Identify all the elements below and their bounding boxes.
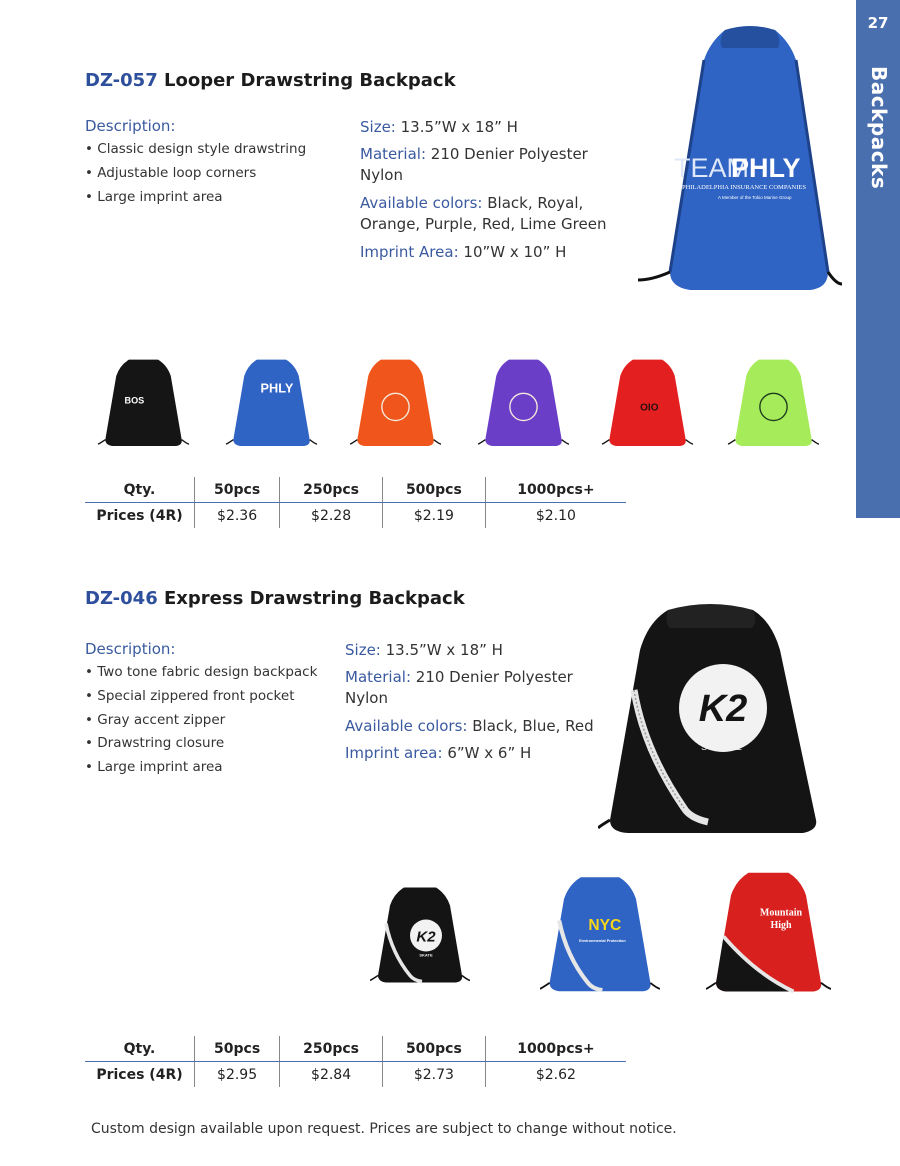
nyc-logo: NYC: [588, 917, 622, 935]
description-item: • Large imprint area: [85, 759, 317, 783]
spec-value: 210 Denier Polyester: [415, 668, 573, 686]
price-cell: $2.10: [485, 503, 626, 529]
qty-cell: 50pcs: [195, 477, 280, 503]
qty-cell: 250pcs: [280, 1036, 383, 1062]
price-label: Prices (4R): [96, 507, 183, 524]
price-label: Prices (4R): [96, 1066, 183, 1083]
k2-logo: K2: [416, 928, 436, 946]
k2-sub: SKATE: [701, 742, 745, 752]
description-heading: Description:: [85, 117, 176, 135]
thumbnail-black: [96, 356, 191, 456]
qty-cell: 1000pcs+: [485, 1036, 626, 1062]
spec-colors: [360, 193, 606, 235]
description-item: • Drawstring closure: [85, 735, 317, 759]
thumbnail-royal: [224, 356, 319, 456]
qty-cell: 50pcs: [195, 1036, 280, 1062]
spec-label: Imprint Area:: [360, 243, 459, 261]
spec-label: Material:: [345, 668, 411, 686]
spec-size: [360, 117, 518, 138]
product-name: Express Drawstring Backpack: [164, 588, 465, 609]
description-heading: Description:: [85, 640, 176, 658]
description-list: [85, 141, 306, 212]
thumbnail-red: [706, 864, 831, 1009]
brand-subtext: PHILADELPHIA INSURANCE COMPANIES: [682, 184, 806, 191]
description-item: • Large imprint area: [85, 189, 306, 213]
product-title-dz057: [85, 70, 456, 91]
spec-value: 10”W x 10” H: [463, 243, 567, 261]
footer-note: Custom design available upon request. Prices are subject to change without notice.: [91, 1121, 677, 1137]
spec-imprint: [345, 743, 531, 764]
qty-cell: 1000pcs+: [485, 477, 626, 503]
bag-body: [485, 360, 561, 446]
price-cell: $2.62: [485, 1062, 626, 1088]
product-main-image: [598, 600, 823, 845]
description-item: • Gray accent zipper: [85, 712, 317, 736]
spec-label: Available colors:: [360, 194, 483, 212]
qty-label: Qty.: [85, 1036, 195, 1062]
section-tab: [856, 0, 900, 518]
spec-value: 6”W x 6” H: [447, 744, 532, 762]
section-tab-label: Backpacks: [867, 66, 891, 190]
spec-value: 13.5”W x 18” H: [400, 118, 518, 136]
spec-value: Nylon: [360, 166, 403, 184]
price-cell: $2.36: [195, 503, 280, 529]
thumbnail-blue: [540, 866, 660, 1011]
description-item: • Two tone fabric design backpack: [85, 664, 317, 688]
spec-imprint: [360, 242, 566, 263]
description-item: • Classic design style drawstring: [85, 141, 306, 165]
mountain-high-logo-2: High: [770, 919, 792, 931]
product-code: DZ-057: [85, 70, 158, 91]
product-code: DZ-046: [85, 588, 158, 609]
bag-body: [357, 360, 433, 446]
brand-subtext-2: A Member of the Tokio Marine Group: [718, 195, 792, 200]
qty-cell: 500pcs: [382, 477, 485, 503]
spec-material: [360, 144, 588, 186]
thumbnail-black: [370, 866, 470, 1011]
spec-value: Nylon: [345, 689, 388, 707]
spec-value: 210 Denier Polyester: [430, 145, 588, 163]
page-number: 27: [867, 14, 889, 32]
thumbnail-logo: OIO: [640, 402, 659, 414]
bag-body: [735, 360, 811, 446]
spec-label: Imprint area:: [345, 744, 443, 762]
price-cell: $2.28: [280, 503, 383, 529]
spec-material: [345, 667, 573, 709]
thumbnail-orange: [348, 356, 443, 456]
product-name: Looper Drawstring Backpack: [164, 70, 456, 91]
qty-label: Qty.: [85, 477, 195, 503]
nyc-sub: Environmental Protection: [579, 939, 626, 944]
spec-value: Orange, Purple, Red, Lime Green: [360, 215, 607, 233]
price-table: [85, 477, 626, 528]
product-main-image: [630, 22, 845, 302]
mountain-high-logo-1: Mountain: [759, 907, 803, 919]
price-cell: $2.73: [382, 1062, 485, 1088]
k2-sub: SKATE: [419, 952, 433, 958]
qty-cell: 250pcs: [280, 477, 383, 503]
price-table: [85, 1036, 626, 1087]
k2-logo: K2: [698, 688, 748, 730]
spec-value: 13.5”W x 18” H: [385, 641, 503, 659]
description-item: • Special zippered front pocket: [85, 688, 317, 712]
spec-value: Black, Blue, Red: [472, 717, 594, 735]
spec-label: Material:: [360, 145, 426, 163]
price-cell: $2.19: [382, 503, 485, 529]
brand-text-light: TEAM: [674, 153, 750, 183]
brand-text-bold: PHLY: [731, 153, 801, 183]
bag-body: [233, 360, 309, 446]
thumbnail-purple: [476, 356, 571, 456]
thumbnail-red: [600, 356, 695, 456]
price-cell: $2.95: [195, 1062, 280, 1088]
spec-value: Black, Royal,: [487, 194, 584, 212]
thumbnail-logo: BOS: [124, 395, 145, 406]
description-list: [85, 664, 317, 783]
spec-colors: [345, 716, 594, 737]
thumbnail-lime: [726, 356, 821, 456]
spec-label: Size:: [345, 641, 381, 659]
thumbnail-logo: PHLY: [260, 380, 294, 396]
price-cell: $2.84: [280, 1062, 383, 1088]
spec-size: [345, 640, 503, 661]
spec-label: Available colors:: [345, 717, 468, 735]
qty-cell: 500pcs: [382, 1036, 485, 1062]
spec-label: Size:: [360, 118, 396, 136]
product-title-dz046: [85, 588, 465, 609]
description-item: • Adjustable loop corners: [85, 165, 306, 189]
